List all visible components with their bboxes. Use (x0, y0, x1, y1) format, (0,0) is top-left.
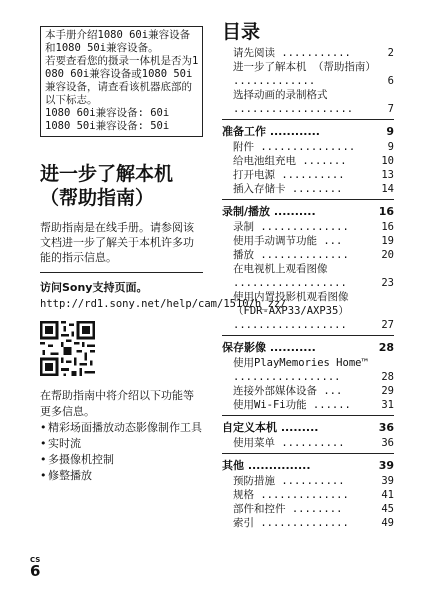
toc-entry[interactable]: 连接外部媒体设备 ... 29 (233, 385, 394, 397)
toc-entry[interactable]: 使用PlayMemories Home™ ................. 28 (233, 357, 394, 383)
toc-entry[interactable]: 播放 .............. 20 (233, 249, 394, 261)
toc-entry[interactable]: 请先阅读 ........... 2 (233, 47, 394, 59)
toc-heading[interactable]: 其他 ............... 39 (222, 459, 394, 472)
toc-entry[interactable]: 给电池组充电 ....... 10 (233, 155, 394, 167)
toc-entry[interactable]: 部件和控件 ........ 45 (233, 503, 394, 515)
toc-entry[interactable]: 选择动画的录制格式 ................... 7 (233, 89, 394, 115)
toc-entry[interactable]: 使用内置投影机观看图像（FDR-AXP33/AXP35） .................. 27 (233, 291, 394, 331)
toc-group-other (222, 458, 394, 533)
toc-entry[interactable]: 规格 .............. 41 (233, 489, 394, 501)
toc-title: 目录 (222, 21, 261, 43)
compatibility-note-box (40, 26, 203, 137)
note-text-1: 本手册介绍1080 60i兼容设备和1080 50i兼容设备。 (45, 29, 191, 54)
toc-heading[interactable]: 保存影像 ........... 28 (222, 341, 394, 354)
toc-entry[interactable]: 打开电源 .......... 13 (233, 169, 394, 181)
list-item: • 多摄像机控制 (40, 452, 203, 468)
toc-entry[interactable]: 索引 .............. 49 (233, 517, 394, 529)
help-guide-title: 进一步了解本机（帮助指南） (40, 163, 174, 209)
list-item: • 实时流 (40, 436, 203, 452)
support-url-link[interactable]: http://rd1.sony.net/help/cam/1510/h_zz/ (40, 298, 287, 310)
toc-heading[interactable]: 录制/播放 .......... 16 (222, 205, 394, 218)
toc-group-recording (222, 204, 394, 336)
toc-entry[interactable]: 在电视机上观看图像 .................. 23 (233, 263, 394, 289)
toc-group-customize (222, 420, 394, 454)
language-code: CS (30, 556, 41, 564)
toc-entry[interactable]: 使用菜单 .......... 36 (233, 437, 394, 449)
toc-entry[interactable]: 进一步了解本机 （帮助指南） ............. 6 (233, 61, 394, 87)
note-text-2: 若要查看您的摄录一体机是否为1080 60i兼容设备或1080 50i兼容设备，请查看该机器底部的以下标志。 (45, 55, 199, 106)
toc-entry[interactable]: 附件 ............... 9 (233, 141, 394, 153)
note-spec-50i: 1080 50i兼容设备: 50i (45, 120, 170, 132)
list-item: • 精彩场面播放动态影像制作工具 (40, 420, 203, 436)
support-page-label: 访问Sony支持页面。 (40, 281, 148, 294)
toc-entry[interactable]: 插入存储卡 ........ 14 (233, 183, 394, 195)
toc-group-intro (222, 46, 394, 120)
features-intro: 在帮助指南中将介绍以下功能等更多信息。 (40, 389, 194, 418)
table-of-contents (222, 20, 394, 537)
page-number-value: 6 (30, 562, 41, 580)
list-item: • 修整播放 (40, 468, 203, 484)
help-guide-description: 帮助指南是在线手册。请参阅该文档进一步了解关于本机许多功能的指示信息。 (40, 220, 203, 273)
toc-entry[interactable]: 预防措施 .......... 39 (233, 475, 394, 487)
features-list (40, 420, 203, 484)
toc-heading[interactable]: 自定义本机 ......... 36 (222, 421, 394, 434)
toc-group-saving (222, 340, 394, 416)
qr-code-icon[interactable] (40, 321, 95, 376)
toc-entry[interactable]: 录制 .............. 16 (233, 221, 394, 233)
toc-group-preparation (222, 124, 394, 200)
page-number (30, 556, 40, 580)
toc-heading[interactable]: 准备工作 ............ 9 (222, 125, 394, 138)
toc-entry[interactable]: 使用Wi-Fi功能 ...... 31 (233, 399, 394, 411)
note-spec-60i: 1080 60i兼容设备: 60i (45, 107, 170, 119)
toc-entry[interactable]: 使用手动调节功能 ... 19 (233, 235, 394, 247)
